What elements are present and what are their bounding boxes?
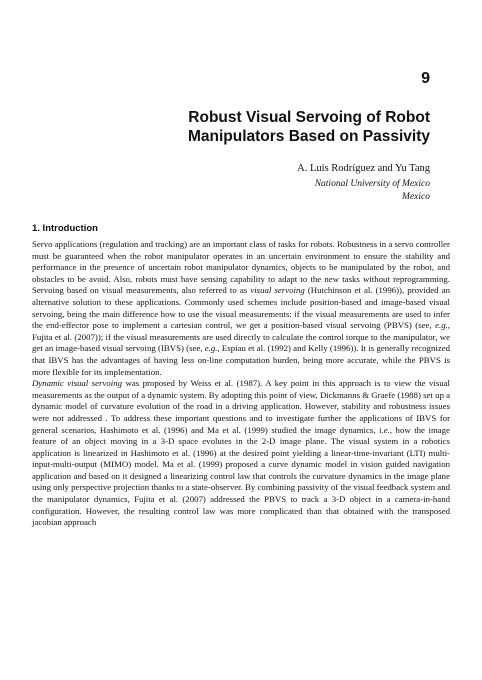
italic-term: Dynamic visual servoing <box>32 378 123 389</box>
paragraph-1 <box>32 239 450 378</box>
paragraph-2 <box>32 378 450 529</box>
text-run: Servo applications (regulation and tracking) are an important class of tasks for robots. Robustness in a servo controller must be guaranteed when the robot manipulator operates in an uncertain environment to ensure the stability and performance in the presence of uncertain robot manipulator dynamics, objects to be manipulated by the robot, and obstacles to be avoid. Also, robots must have sensing capability to adapt to the new tasks without reprogramming. Servoing based on visual measurements, also referred to as <box>32 239 450 296</box>
section-heading: 1. Introduction <box>32 223 98 234</box>
text-run: , how the image feature of an object moving in a 3-D space evolutes in the 2-D image plane. The visual system in a robotics application is linearized in Hashimoto et al. (1996) at the desired point yielding a linear-time-invariant (LTI) multi-input-multi-output (MIMO) model. Ma et al. (1999) proposed a curve dynamic model in vision guided navigation application and based on it designed a linearizing control law that controls the curvature dynamics in the image plane using only perspective projection thanks to a state-observer. By combining passivity of the visual feedback system and the manipulator dynamics, Fujita et al. (2007) addressed the PBVS to track a 3-D object in a camera-in-hand configuration. However, the resulting control law was more complicated than that obtained with the transposed jacobian approach <box>32 424 450 528</box>
italic-term: e.g. <box>435 320 448 331</box>
body-text <box>32 239 450 529</box>
chapter-number: 9 <box>421 70 430 87</box>
italic-term: e.g. <box>204 343 218 354</box>
text-run: (Hutchinson et al. (1996)), provided an alternative solution to these applications. Commonly used schemes include position-based and image-based visual servoing, being the main difference how to use the visual measurements: if the visual measurements are used to infer the end-effector pose to implement a cartesian control, we get a position-based visual servoing (PBVS) (see, <box>32 285 450 331</box>
italic-term: visual servoing <box>250 285 305 296</box>
text-run: , Espiau et al. (1992) and Kelly (1996)). It is generally recognized that IBVS has the advantages of having less on-line computation burden, being more accurate, while the PBVS is more flexible for its implementation. <box>32 343 450 377</box>
chapter-title: Robust Visual Servoing of Robot Manipulators Based on Passivity <box>187 109 430 145</box>
affiliation <box>315 178 430 204</box>
text-run: was proposed by Weiss et al. (1987). A key point in this approach is to view the visual measurements as the output of a dynamic system. By adopting this point of view, Dickmanns & Graefe (1988) set up a dynamic model of curvature evolution of the road in a driving application. However, stability and robustness issues were not addressed . To address these important questions and to investigate further the applications of IBVS for general scenarios, Hashimoto et al. (1996) and Ma et al. (1999) studied the image dynamics, <box>32 378 450 435</box>
affiliation-country: Mexico <box>402 192 430 202</box>
text-run: , Fujita et al. (2007)); if the visual measurements are used directly to calculate the control torque to the manipulator, we get an image-based visual servoing (IBVS) (see, <box>32 320 450 354</box>
authors: A. Luis Rodríguez and Yu Tang <box>297 163 430 174</box>
affiliation-institution: National University of Mexico <box>314 179 430 189</box>
italic-term: i.e. <box>379 424 390 435</box>
